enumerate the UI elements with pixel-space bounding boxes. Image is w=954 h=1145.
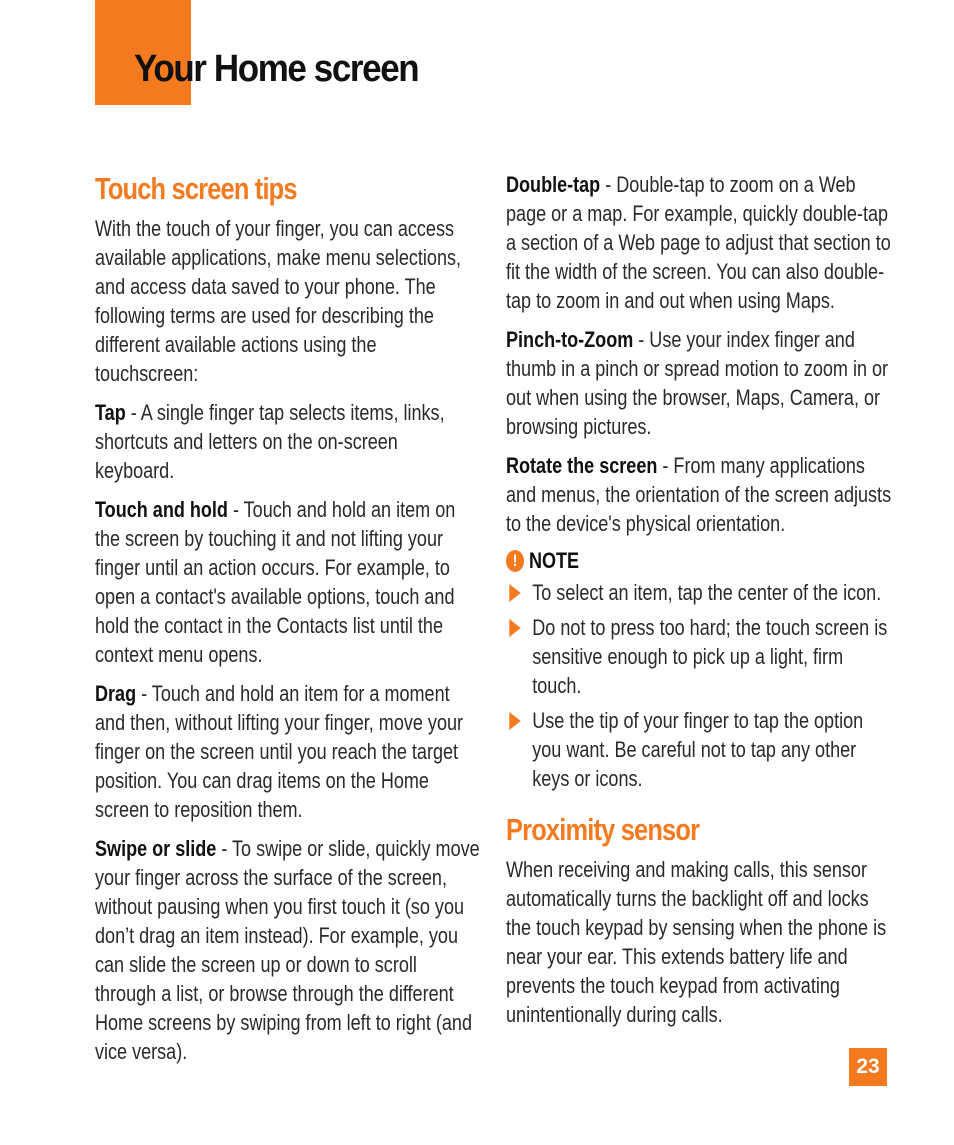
description: - Double-tap to zoom on a Web page or a map. For example, quickly double-tap a section of a Web page to adjust that section to fit the width of the screen. You can also double-tap to zoom in and out when using Maps. <box>506 172 891 313</box>
triangle-bullet-icon <box>509 584 520 602</box>
note-bullet: Do not to press too hard; the touch screen is sensitive enough to pick up a light, firm touch. <box>506 613 891 700</box>
tip-drag <box>95 679 480 824</box>
tip-rotate <box>506 451 891 538</box>
term: Swipe or slide <box>95 836 217 861</box>
note-bullet: Use the tip of your finger to tap the option you want. Be careful not to tap any other keys or icons. <box>506 706 891 793</box>
touch-screen-tips-heading: Touch screen tips <box>95 171 297 206</box>
proximity-sensor-heading: Proximity sensor <box>506 812 700 847</box>
description: - Use your index finger and thumb in a pinch or spread motion to zoom in or out when using the browser, Maps, Camera, or browsing pictures. <box>506 327 889 439</box>
note-bullet: To select an item, tap the center of the icon. <box>506 578 891 607</box>
description: - From many applications and menus, the orientation of the screen adjusts to the device's physical orientation. <box>506 453 892 536</box>
proximity-sensor-body: When receiving and making calls, this sensor automatically turns the backlight off and locks the touch keypad by sensing when the phone is near your ear. This extends battery life and prevents the touch keypad from activating unintentionally during calls. <box>506 857 887 1027</box>
page-number-badge: 23 <box>849 1048 887 1086</box>
term: Rotate the screen <box>506 453 658 478</box>
note-label: NOTE <box>528 548 580 573</box>
note-header <box>506 548 891 574</box>
description: - Touch and hold an item on the screen by touching it and not lifting your finger until an action occurs. For example, to open a contact's available options, touch and hold the contact in the Contacts list until the context menu opens. <box>95 497 456 667</box>
description: - To swipe or slide, quickly move your finger across the surface of the screen, without pausing when you first touch it (so you don’t drag an item instead). For example, you can slide the screen up or down to scroll through a list, or browse through the different Home screens by swiping from left to right (and vice versa). <box>95 836 480 1064</box>
triangle-bullet-icon <box>509 712 520 730</box>
page-title: Your Home screen <box>134 48 419 90</box>
term: Double-tap <box>506 172 601 197</box>
triangle-bullet-icon <box>509 619 520 637</box>
tip-swipe <box>95 834 480 1066</box>
intro-paragraph: With the touch of your finger, you can access available applications, make menu selections, and access data saved to your phone. The following terms are used for describing the different available actions using the touchscreen: <box>95 216 462 386</box>
tip-tap <box>95 398 480 485</box>
note-list <box>506 578 891 793</box>
left-column <box>95 170 480 1076</box>
warning-icon: ! <box>506 550 524 572</box>
tip-pinch-to-zoom <box>506 325 891 441</box>
description: - A single finger tap selects items, links, shortcuts and letters on the on-screen keyboard. <box>95 400 445 483</box>
term: Touch and hold <box>95 497 228 522</box>
term: Tap <box>95 400 126 425</box>
description: - Touch and hold an item for a moment and then, without lifting your finger, move your finger on the screen until you reach the target position. You can drag items on the Home screen to reposition them. <box>95 681 464 822</box>
term: Drag <box>95 681 137 706</box>
right-column <box>506 170 891 1039</box>
term: Pinch-to-Zoom <box>506 327 634 352</box>
tip-double-tap <box>506 170 891 315</box>
tip-touch-and-hold <box>95 495 480 669</box>
